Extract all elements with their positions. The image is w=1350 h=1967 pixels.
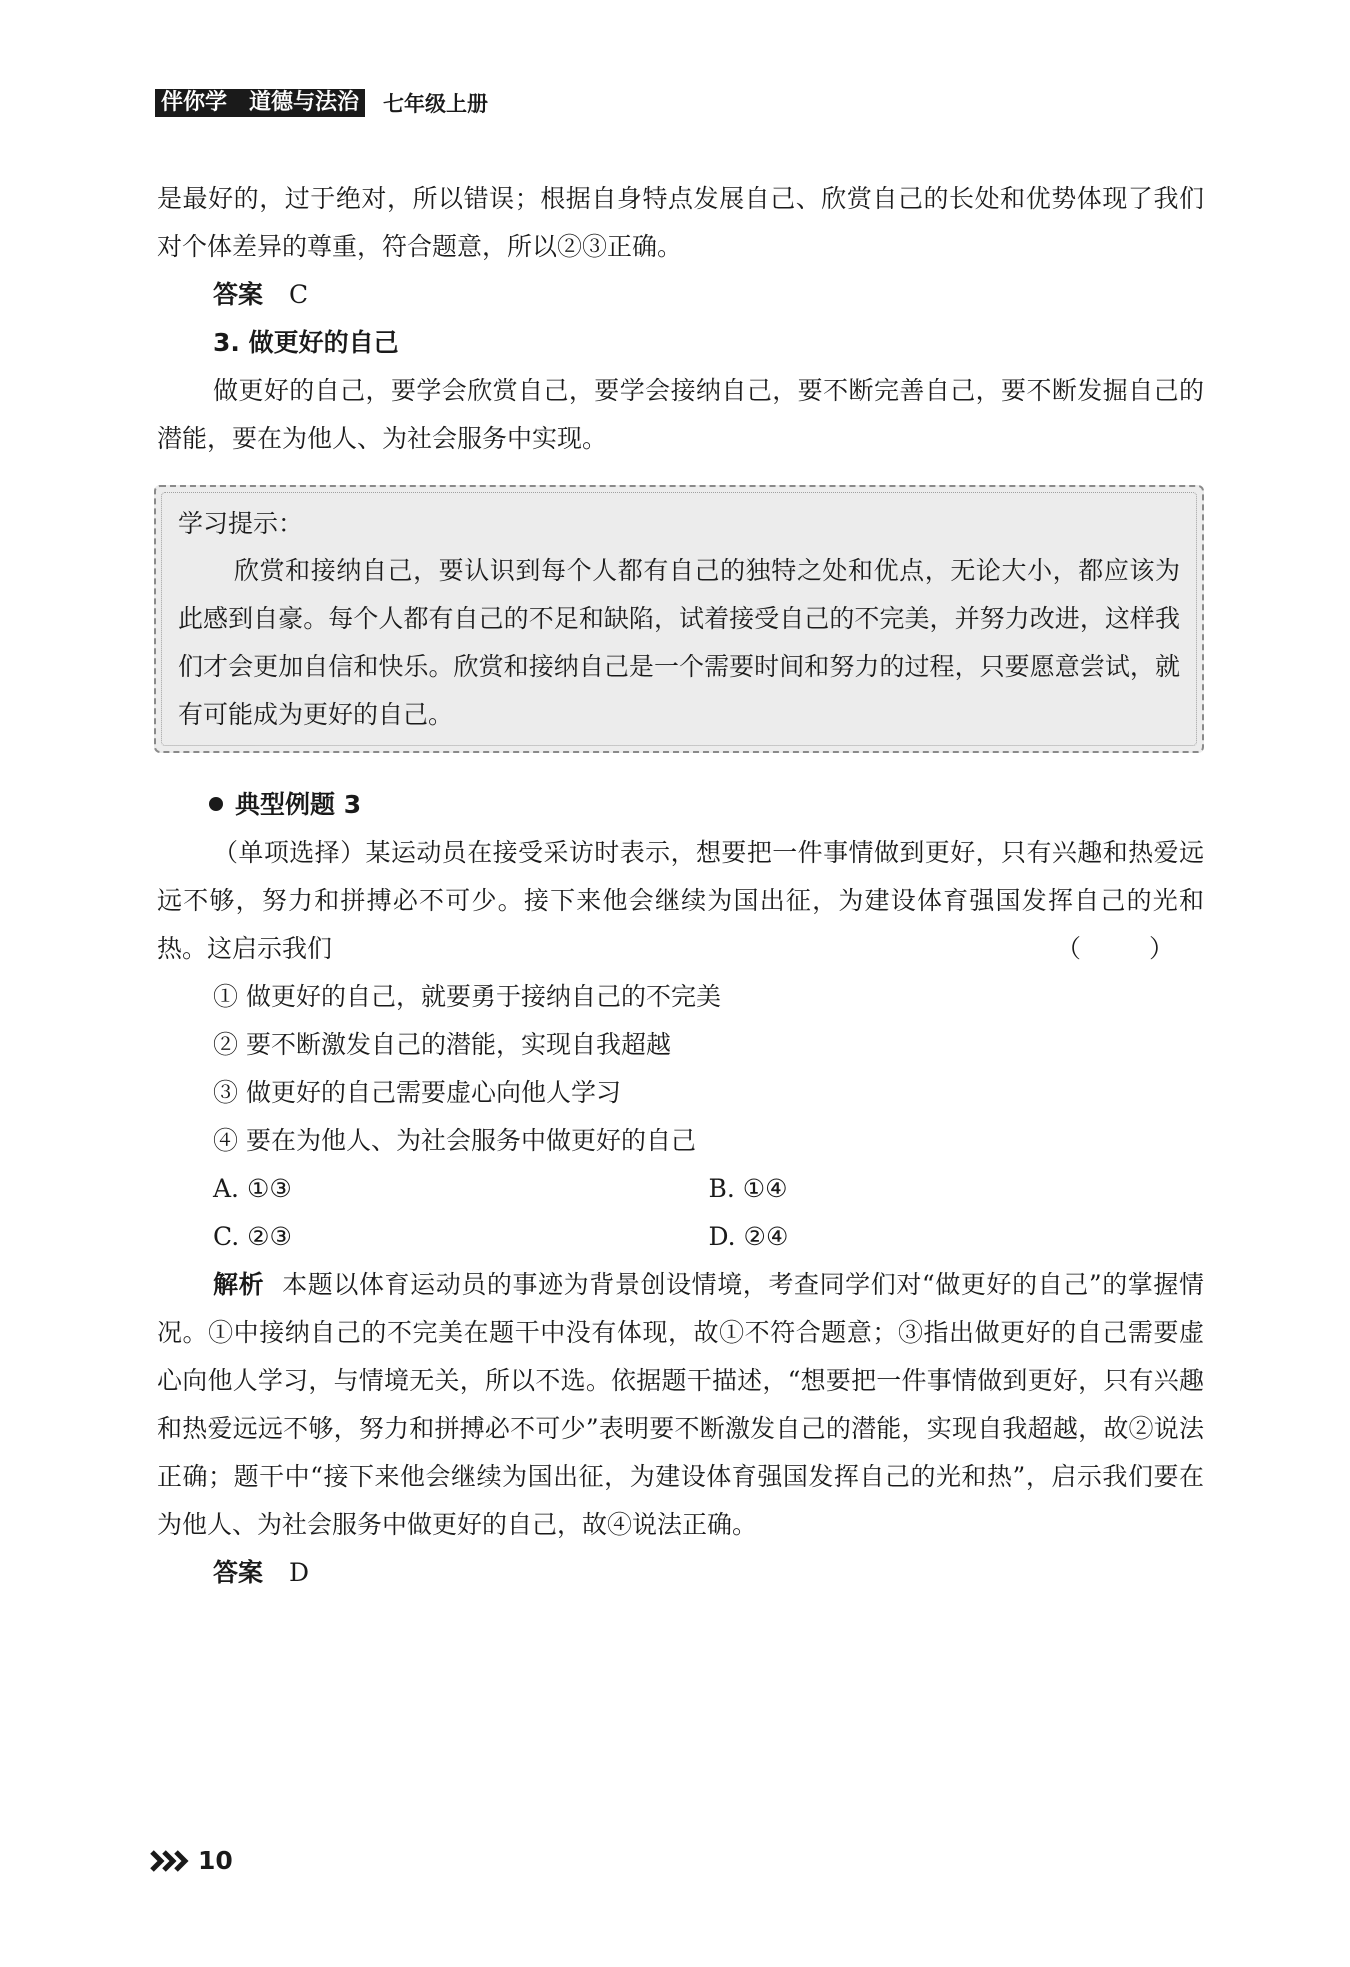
page-number: 10 bbox=[198, 1846, 233, 1875]
analysis-label: 解析 bbox=[213, 1270, 265, 1299]
intro-answer bbox=[157, 271, 1204, 319]
choices-row-1 bbox=[157, 1165, 1204, 1213]
intro-paragraph: 是最好的，过于绝对，所以错误；根据自身特点发展自己、欣赏自己的长处和优势体现了我们对个体差异的尊重，符合题意，所以②③正确。 bbox=[157, 184, 1204, 261]
example-answer-label: 答案 bbox=[213, 1558, 264, 1587]
example-answer-value: D bbox=[289, 1558, 310, 1587]
choice-a: A. ①③ bbox=[213, 1174, 292, 1203]
example-answer bbox=[157, 1549, 1204, 1597]
choice-b: B. ①④ bbox=[708, 1174, 788, 1203]
analysis-paragraph bbox=[157, 1261, 1204, 1549]
answer-label: 答案 bbox=[213, 280, 264, 309]
choices-row-2 bbox=[157, 1213, 1204, 1261]
section-title: 3. 做更好的自己 bbox=[213, 328, 399, 357]
example-heading bbox=[157, 781, 1204, 829]
option-2: ② 要不断激发自己的潜能，实现自我超越 bbox=[213, 1030, 671, 1059]
question-text: （单项选择）某运动员在接受采访时表示，想要把一件事情做到更好，只有兴趣和热爱远远不够，努力和拼搏必不可少。接下来他会继续为国出征，为建设体育强国发挥自己的光和热。这启示我们 bbox=[157, 838, 1204, 963]
header-grade: 七年级上册 bbox=[383, 91, 489, 116]
choice-d: D. ②④ bbox=[708, 1222, 789, 1251]
analysis-text: 本题以体育运动员的事迹为背景创设情境，考查同学们对“做更好的自己”的掌握情况。①中接纳自己的不完美在题干中没有体现，故①不符合题意；③指出做更好的自己需要虚心向他人学习，与情境无关，所以不选。依据题干描述，“想要把一件事情做到更好，只有兴趣和热爱远远不够，努力和拼搏必不可少”表明要不断激发自己的潜能，实现自我超越，故②说法正确；题干中“接下来他会继续为国出征，为建设体育强国发挥自己的光和热”，启示我们要在为他人、为社会服务中做更好的自己，故④说法正确。 bbox=[157, 1270, 1204, 1539]
choice-c: C. ②③ bbox=[213, 1222, 292, 1251]
triple-chevron-icon bbox=[150, 1849, 190, 1873]
header-series-box bbox=[155, 89, 365, 117]
bullet-icon bbox=[209, 797, 223, 811]
answer-paren: （ ） bbox=[1056, 934, 1204, 963]
section-paragraph: 做更好的自己，要学会欣赏自己，要学会接纳自己，要不断完善自己，要不断发掘自己的潜能，要在为他人、为社会服务中实现。 bbox=[157, 376, 1204, 453]
header-subject: 道德与法治 bbox=[249, 90, 360, 115]
study-tip-box bbox=[154, 485, 1204, 753]
option-4: ④ 要在为他人、为社会服务中做更好的自己 bbox=[213, 1126, 696, 1155]
page-footer bbox=[150, 1846, 233, 1875]
header-series: 伴你学 bbox=[161, 90, 228, 115]
running-header bbox=[155, 88, 488, 118]
option-3: ③ 做更好的自己需要虚心向他人学习 bbox=[213, 1078, 621, 1107]
page-content bbox=[157, 175, 1204, 1597]
answer-value: C bbox=[289, 280, 309, 309]
option-1: ① 做更好的自己，就要勇于接纳自己的不完美 bbox=[213, 982, 721, 1011]
tip-paragraph: 欣赏和接纳自己，要认识到每个人都有自己的独特之处和优点，无论大小，都应该为此感到自豪。每个人都有自己的不足和缺陷，试着接受自己的不完美，并努力改进，这样我们才会更加自信和快乐。欣赏和接纳自己是一个需要时间和努力的过程，只要愿意尝试，就有可能成为更好的自己。 bbox=[178, 556, 1180, 729]
example-question bbox=[157, 829, 1204, 973]
example-heading-text: 典型例题 3 bbox=[235, 790, 362, 819]
tip-title: 学习提示： bbox=[178, 509, 304, 538]
